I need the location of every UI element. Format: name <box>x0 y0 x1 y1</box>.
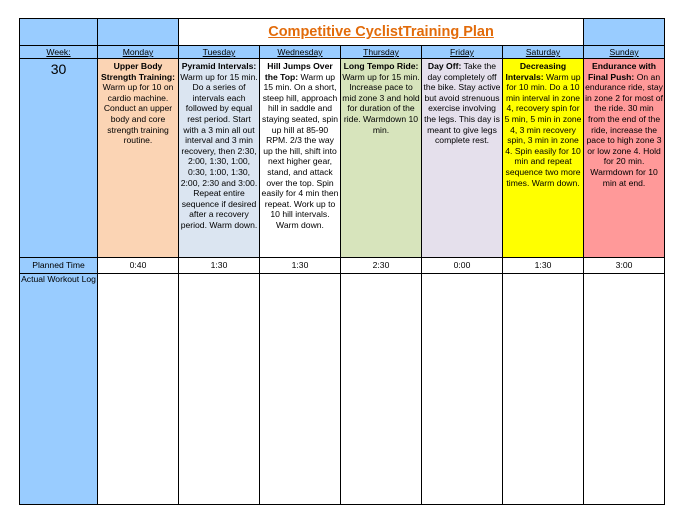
planned-time-row <box>20 258 665 274</box>
day-header-tuesday: Tuesday <box>179 46 260 59</box>
plan-title-sunday: Endurance with Final Push: <box>587 61 657 82</box>
planned-time-tuesday: 1:30 <box>179 258 260 274</box>
plan-cell-friday <box>422 59 503 258</box>
log-cell-wednesday[interactable] <box>260 274 341 505</box>
planned-time-friday: 0:00 <box>422 258 503 274</box>
log-cell-saturday[interactable] <box>503 274 584 505</box>
plan-row <box>20 59 665 258</box>
planned-time-saturday: 1:30 <box>503 258 584 274</box>
title-right-cell <box>584 19 665 46</box>
plan-text-monday: Warm up for 10 on cardio machine. Conduct an upper body and core strength training routine. <box>102 82 174 146</box>
header-row <box>20 46 665 59</box>
week-label: Week: <box>20 46 98 59</box>
plan-text-wednesday: Warm up 15 min. On a short, steep hill, approach hill in saddle and staying seated, spin up hill at 85-90 RPM. 2/3 the way up the hill, shift into next higher gear, stand, and attack over the top. Spin easily for 4 min then repeat. Work up to 10 hill intervals. Warm down. <box>261 71 339 230</box>
day-header-friday: Friday <box>422 46 503 59</box>
plan-cell-wednesday <box>260 59 341 258</box>
workout-log-label: Actual Workout Log <box>20 274 98 505</box>
plan-title-wednesday: Hill Jumps Over the Top: <box>264 61 333 82</box>
plan-text-friday: Take the day completely off the bike. Stay active but avoid strenuous exercise involving the legs. This day is meant to give legs complete rest. <box>423 61 501 146</box>
planned-time-monday: 0:40 <box>98 258 179 274</box>
plan-cell-thursday <box>341 59 422 258</box>
plan-title-tuesday: Pyramid Intervals: <box>181 61 257 71</box>
plan-text-tuesday: Warm up for 15 min. Do a series of intervals each followed by equal rest period. Start with a 3 min all out interval and 3 min recovery, then 2:30, 2:00, 1:30, 1:00, 0:30, 1:00, 1:30, 2:00, 2:30 and 3:00. Repeat entire sequence if desired after a recovery period. Warm down. <box>180 71 258 230</box>
plan-cell-monday <box>98 59 179 258</box>
day-header-thursday: Thursday <box>341 46 422 59</box>
title-left-cell <box>20 19 98 46</box>
day-header-sunday: Sunday <box>584 46 665 59</box>
training-plan-table <box>19 18 665 505</box>
log-cell-monday[interactable] <box>98 274 179 505</box>
plan-title-saturday: Decreasing Intervals: <box>505 61 567 82</box>
plan-title: Competitive CyclistTraining Plan <box>179 19 584 46</box>
planned-time-label: Planned Time <box>20 258 98 274</box>
log-cell-sunday[interactable] <box>584 274 665 505</box>
plan-cell-sunday <box>584 59 665 258</box>
log-cell-thursday[interactable] <box>341 274 422 505</box>
plan-cell-tuesday <box>179 59 260 258</box>
title-left-cell-2 <box>98 19 179 46</box>
day-header-monday: Monday <box>98 46 179 59</box>
plan-title-thursday: Long Tempo Ride: <box>343 61 419 71</box>
planned-time-wednesday: 1:30 <box>260 258 341 274</box>
plan-text-saturday: Warm up for 10 min. Do a 10 min interval in zone 4, recovery spin for 5 min, 5 min in zone 4, 3 min recovery spin, 3 min in zone 4. Spin easily for 10 min and repeat sequence two more times. Warm down. <box>504 71 582 188</box>
log-cell-friday[interactable] <box>422 274 503 505</box>
day-header-saturday: Saturday <box>503 46 584 59</box>
week-number: 30 <box>20 59 98 258</box>
day-header-wednesday: Wednesday <box>260 46 341 59</box>
plan-text-sunday: On an endurance ride, stay in zone 2 for most of the ride. 30 min from the end of the ride, increase the pace to high zone 3 or low zone 4. Hold for 20 min. Warmdown for 10 min at end. <box>585 71 663 188</box>
plan-text-thursday: Warm up for 15 min. Increase pace to mid zone 3 and hold for duration of the ride. Warmdown 10 min. <box>342 71 420 135</box>
plan-title-monday: Upper Body Strength Training: <box>101 61 175 82</box>
plan-cell-saturday <box>503 59 584 258</box>
log-cell-tuesday[interactable] <box>179 274 260 505</box>
plan-title-friday: Day Off: <box>427 61 462 71</box>
training-plan-sheet <box>19 18 665 505</box>
title-row <box>20 19 665 46</box>
planned-time-thursday: 2:30 <box>341 258 422 274</box>
workout-log-row <box>20 274 665 505</box>
planned-time-sunday: 3:00 <box>584 258 665 274</box>
